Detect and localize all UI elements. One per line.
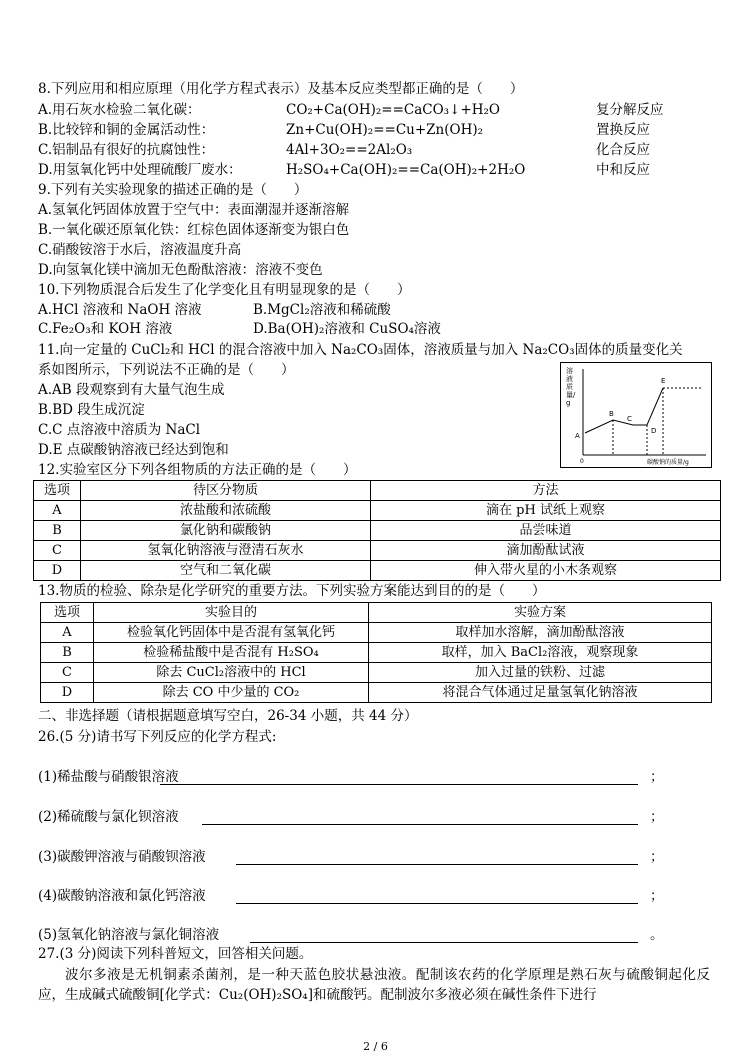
q12-stem: 12.实验室区分下列各组物质的方法正确的是（ ）: [38, 462, 357, 478]
q13-cell: 取样，加入 BaCl₂溶液，观察现象: [369, 643, 712, 663]
q10-option-a: A.HCl 溶液和 NaOH 溶液: [38, 302, 202, 318]
q11-point-a: A: [575, 432, 580, 440]
page-number: 2 / 6: [363, 1040, 388, 1053]
q12-cell: B: [34, 521, 81, 541]
q11-x-label: 碳酸钠的质量/g: [647, 459, 689, 466]
q26-item-4-label: (4)碳酸钠溶液和氯化钙溶液: [38, 888, 206, 904]
q8-stem: 8.下列应用和相应原理（用化学方程式表示）及基本反应类型都正确的是（ ）: [38, 81, 524, 97]
q26-stem: 26.(5 分)请书写下列反应的化学方程式:: [38, 729, 277, 745]
q26-item-4-blank[interactable]: [236, 903, 638, 904]
q9-stem: 9.下列有关实验现象的描述正确的是（ ）: [38, 182, 308, 198]
q11-point-c: C: [627, 415, 632, 423]
q10-option-d: D.Ba(OH)₂溶液和 CuSO₄溶液: [253, 321, 441, 337]
table-row: [34, 521, 721, 541]
q26-item-2-label: (2)稀硫酸与氯化钡溶液: [38, 809, 179, 825]
q12-table: [33, 480, 721, 581]
q11-option-c: C.C 点溶液中溶质为 NaCl: [38, 422, 201, 438]
q11-graph-svg: [561, 363, 711, 467]
q13-cell: 除去 CuCl₂溶液中的 HCl: [94, 663, 369, 683]
q10-option-b: B.MgCl₂溶液和稀硫酸: [253, 302, 391, 318]
q26-item-3-blank[interactable]: [236, 864, 638, 865]
q11-graph: [560, 362, 712, 468]
q13-cell: D: [41, 683, 94, 703]
q8-option-c-label: C.铝制品有很好的抗腐蚀性：: [38, 142, 215, 158]
q13-header-option: 选项: [41, 603, 94, 623]
table-header-row: [34, 481, 721, 501]
q12-header-option: 选项: [34, 481, 81, 501]
q13-table: [40, 602, 712, 703]
q13-cell: C: [41, 663, 94, 683]
q12-cell: A: [34, 501, 81, 521]
q8-option-b-type: 置换反应: [596, 122, 650, 138]
q12-cell: 滴在 pH 试纸上观察: [371, 501, 721, 521]
q13-stem: 13.物质的检验、除杂是化学研究的重要方法。下列实验方案能达到目的的是（ ）: [38, 583, 546, 599]
q26-item-4-end: ；: [650, 888, 664, 904]
q11-y-label: 溶液质量/g: [566, 367, 576, 407]
q11-point-b: B: [609, 410, 614, 418]
q13-cell: 将混合气体通过足量氢氧化钠溶液: [369, 683, 712, 703]
q12-cell: 伸入带火星的小木条观察: [371, 561, 721, 581]
q9-option-b: B.一氧化碳还原氧化铁：红棕色固体逐渐变为银白色: [38, 222, 350, 238]
q26-item-3-label: (3)碳酸钾溶液与硝酸钡溶液: [38, 849, 206, 865]
q13-cell: 取样加水溶解，滴加酚酞溶液: [369, 623, 712, 643]
q9-option-a: A.氢氧化钙固体放置于空气中：表面潮湿并逐渐溶解: [38, 202, 350, 218]
q11-stem-line1: 11.向一定量的 CuCl₂和 HCl 的混合溶液中加入 Na₂CO₃固体，溶液质量与加入 Na₂CO₃固体的质量变化关: [38, 342, 683, 358]
table-row: [34, 541, 721, 561]
q12-cell: 滴加酚酞试液: [371, 541, 721, 561]
q12-header-method: 方法: [371, 481, 721, 501]
table-row: [34, 501, 721, 521]
q8-option-c-equation: 4Al+3O₂==2Al₂O₃: [286, 142, 413, 158]
q12-cell: 空气和二氧化碳: [81, 561, 371, 581]
q13-cell: 检验氧化钙固体中是否混有氢氧化钙: [94, 623, 369, 643]
q11-point-d: D: [651, 427, 657, 435]
q26-item-5-end: 。: [650, 927, 664, 943]
q12-cell: 品尝味道: [371, 521, 721, 541]
q8-option-c-type: 化合反应: [596, 142, 650, 158]
q11-stem-line2: 系如图所示，下列说法不正确的是（ ）: [38, 362, 295, 378]
q13-cell: B: [41, 643, 94, 663]
q13-cell: 除去 CO 中少量的 CO₂: [94, 683, 369, 703]
table-header-row: [41, 603, 712, 623]
q11-option-b: B.BD 段生成沉淀: [38, 402, 145, 418]
q26-item-3-end: ；: [650, 849, 664, 865]
q12-cell: C: [34, 541, 81, 561]
q11-option-d: D.E 点碳酸钠溶液已经达到饱和: [38, 442, 229, 458]
q26-item-2-blank[interactable]: [202, 824, 638, 825]
q12-cell: 氢氧化钠溶液与澄清石灰水: [81, 541, 371, 561]
table-row: [41, 683, 712, 703]
q9-option-c: C.硝酸铵溶于水后，溶液温度升高: [38, 242, 242, 258]
q27-paragraph: 波尔多液是无机铜素杀菌剂，是一种天蓝色胶状悬浊液。配制该农药的化学原理是熟石灰与硫酸铜起化反应，生成碱式硫酸铜[化学式：Cu₂(OH)₂SO₄]和硫酸钙。配制波尔多液必须在碱性条件下进行: [38, 967, 710, 1003]
q10-stem: 10.下列物质混合后发生了化学变化且有明显现象的是（ ）: [38, 282, 411, 298]
q8-option-d-equation: H₂SO₄+Ca(OH)₂==Ca(OH)₂+2H₂O: [286, 162, 526, 178]
q13-cell: 加入过量的铁粉、过滤: [369, 663, 712, 683]
q11-origin: 0: [580, 458, 584, 465]
table-row: [41, 623, 712, 643]
section-2-heading: 二、非选择题（请根据题意填写空白，26-34 小题，共 44 分）: [38, 708, 418, 724]
q26-item-5-label: (5)氢氧化钠溶液与氯化铜溶液: [38, 927, 220, 943]
q12-cell: D: [34, 561, 81, 581]
q13-cell: 检验稀盐酸中是否混有 H₂SO₄: [94, 643, 369, 663]
table-row: [34, 561, 721, 581]
q10-option-c: C.Fe₂O₃和 KOH 溶液: [38, 321, 173, 337]
q26-item-5-blank[interactable]: [250, 942, 638, 943]
q12-header-substances: 待区分物质: [81, 481, 371, 501]
q27-stem: 27.(3 分)阅读下列科普短文，回答相关问题。: [38, 946, 313, 962]
q13-header-purpose: 实验目的: [94, 603, 369, 623]
q8-option-a-type: 复分解反应: [596, 102, 664, 118]
q13-header-plan: 实验方案: [369, 603, 712, 623]
q9-option-d: D.向氢氧化镁中滴加无色酚酞溶液：溶液不变色: [38, 262, 323, 278]
table-row: [41, 663, 712, 683]
q8-option-d-label: D.用氢氧化钙中处理硫酸厂废水：: [38, 162, 242, 178]
q11-point-e: E: [661, 377, 666, 385]
q11-option-a: A.AB 段观察到有大量气泡生成: [38, 382, 225, 398]
q8-option-b-equation: Zn+Cu(OH)₂==Cu+Zn(OH)₂: [286, 122, 484, 138]
q8-option-d-type: 中和反应: [596, 162, 650, 178]
q8-option-a-equation: CO₂+Ca(OH)₂==CaCO₃↓+H₂O: [286, 102, 500, 118]
q13-cell: A: [41, 623, 94, 643]
q12-cell: 氯化钠和碳酸钠: [81, 521, 371, 541]
q8-option-a-label: A.用石灰水检验二氧化碳：: [38, 102, 201, 118]
q26-item-1-label: (1)稀盐酸与硝酸银溶液: [38, 769, 179, 785]
q26-item-2-end: ；: [650, 809, 664, 825]
q12-cell: 浓盐酸和浓硫酸: [81, 501, 371, 521]
q26-item-1-blank[interactable]: [160, 784, 638, 785]
q26-item-1-end: ；: [650, 769, 664, 785]
table-row: [41, 643, 712, 663]
q8-option-b-label: B.比较锌和铜的金属活动性：: [38, 122, 215, 138]
